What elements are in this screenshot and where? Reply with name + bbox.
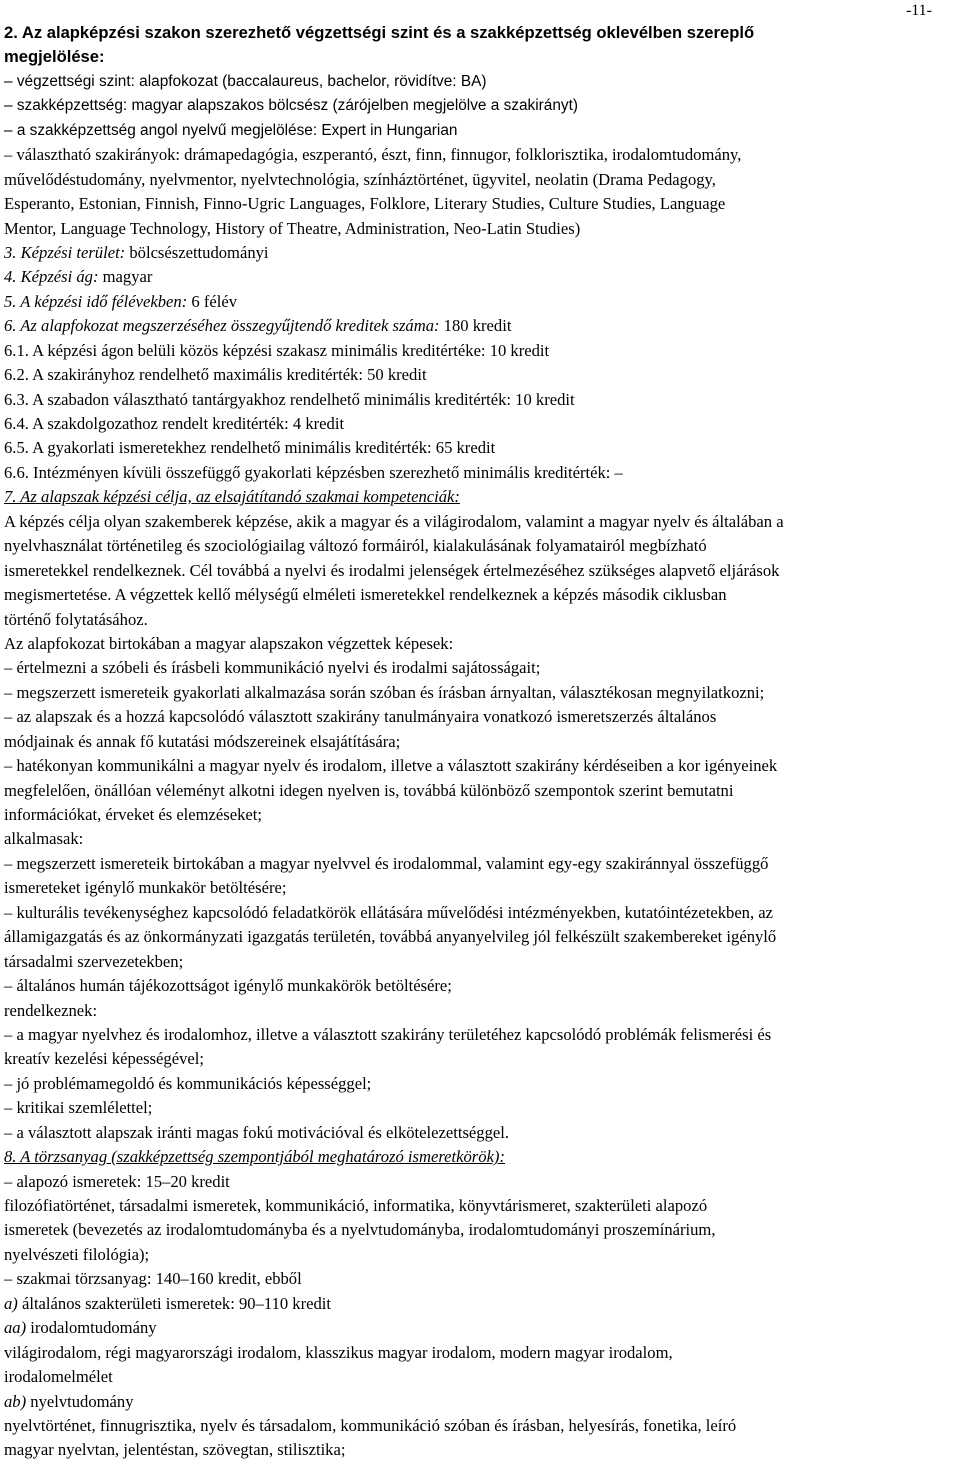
credit-item: 6.3. A szabadon választható tantárgyakhoz rendelhető minimális kreditérték: 10 kredit — [4, 389, 575, 409]
subsection-a — [4, 1292, 956, 1316]
section-2 — [4, 21, 956, 143]
list-item: – végzettségi szint: alapfokozat (baccalaureus, bachelor, rövidítve: BA) — [4, 72, 487, 90]
paragraph-line: információkat, érveket és elemzéseket; — [4, 805, 262, 824]
subsection-a-text: általános szakterületi ismeretek: 90–110 kredit — [17, 1293, 332, 1313]
paragraph-line: – értelmezni a szóbeli és írásbeli kommunikáció nyelvi és irodalmi sajátosságait; — [4, 658, 541, 678]
paragraph-line: magyar nyelvtan, jelentéstan, szövegtan, stilisztika; — [4, 1440, 346, 1460]
section-2-heading-line1: 2. Az alapképzési szakon szerezhető végzettségi szint és a szakképzettség oklevélben szereplő — [4, 23, 755, 42]
section-5-label: 5. A képzési idő félévekben: — [4, 291, 188, 311]
section-7-label: 7. Az alapszak képzési célja, az elsajátítandó szakmai kompetenciák: — [4, 487, 460, 507]
subsection-aa — [4, 1316, 956, 1340]
paragraph-line: – kritikai szemlélettel; — [4, 1098, 153, 1118]
subsection-ab — [4, 1390, 956, 1414]
subsection-ab-label: ab) — [4, 1391, 27, 1411]
section-4 — [4, 265, 956, 289]
section-2-heading-line2: megjelölése: — [4, 47, 105, 67]
credit-item: 6.4. A szakdolgozathoz rendelt kreditérték: 4 kredit — [4, 414, 345, 433]
paragraph-line: – megszerzett ismereteik gyakorlati alkalmazása során szóban és írásban árnyaltan, választékosan megnyilatkozni; — [4, 682, 765, 702]
paragraph-line: – kulturális tevékenységhez kapcsolódó feladatkörök ellátására művelődési intézményekben, kutatóintézetekben, az — [4, 902, 774, 922]
paragraph-line: megismertetése. A végzettek kellő mélységű elméleti ismeretekkel rendelkeznek a képzés második ciklusban — [4, 585, 727, 605]
section-5 — [4, 290, 956, 314]
paragraph-line: – általános humán tájékozottságot igénylő munkakörök betöltésére; — [4, 976, 452, 996]
credit-item: 6.5. A gyakorlati ismeretekhez rendelhető minimális kreditérték: 65 kredit — [4, 438, 496, 458]
subsection-ab-text: nyelvtudomány — [26, 1391, 134, 1411]
section-8-label: 8. A törzsanyag (szakképzettség szempontjából meghatározó ismeretkörök): — [4, 1147, 505, 1167]
section-4-label: 4. Képzési ág: — [4, 267, 99, 287]
section-8-heading — [4, 1145, 956, 1169]
paragraph-line: társadalmi szervezetekben; — [4, 951, 184, 971]
paragraph-line: nyelvtörténet, finnugrisztika, nyelv és társadalom, kommunikáció szóban és írásban, helyesírás, fonetika, leíró — [4, 1415, 737, 1435]
paragraph-line: – megszerzett ismereteik birtokában a magyar nyelvvel és irodalommal, valamint egy-egy szakiránnyal összefüggő — [4, 853, 769, 873]
credit-item: 6.1. A képzési ágon belüli közös képzési szakasz minimális kreditértéke: 10 kredit — [4, 340, 550, 360]
section-7-heading — [4, 485, 956, 509]
page-number: -11- — [905, 2, 932, 19]
paragraph-line: A képzés célja olyan szakemberek képzése, akik a magyar és a világirodalom, valamint a magyar nyelv és általában a — [4, 511, 784, 531]
paragraph-line: rendelkeznek: — [4, 1000, 98, 1020]
paragraph-line: irodalomelmélet — [4, 1367, 113, 1387]
paragraph-line: módjainak és annak fő kutatási módszereinek elsajátítására; — [4, 731, 401, 751]
szakiranyok — [4, 143, 956, 1463]
paragraph-line: – szakmai törzsanyag: 140–160 kredit, ebből — [4, 1269, 302, 1289]
subsection-a-label: a) — [4, 1293, 18, 1313]
paragraph-line: nyelvészeti filológia); — [4, 1244, 150, 1264]
paragraph-line: nyelvhasználat történetileg és szociológiailag változó formáiról, kialakulásának folyamatairól megbízható — [4, 536, 707, 556]
paragraph-line: – a magyar nyelvhez és irodalomhoz, illetve a választott szakirány területéhez kapcsolódó problémák felismerési és — [4, 1024, 772, 1044]
section-3 — [4, 241, 956, 265]
section-6-label: 6. Az alapfokozat megszerzéséhez összegyűjtendő kreditek száma: — [4, 316, 440, 336]
paragraph-line: – a választott alapszak iránti magas fokú motivációval és elkötelezettséggel. — [4, 1122, 509, 1142]
subsection-aa-label: aa) — [4, 1318, 27, 1338]
section-6-value: 180 kredit — [439, 316, 512, 336]
paragraph-line: filozófiatörténet, társadalmi ismeretek, kommunikáció, informatika, könyvtárismeret, szakterületi alapozó — [4, 1196, 708, 1215]
szakiranyok-line: művelődéstudomány, nyelvmentor, nyelvtechnológia, színháztörténet, ügyvitel, neolatin (Drama Pedagogy, — [4, 169, 716, 189]
paragraph-line: alkalmasak: — [4, 829, 84, 849]
paragraph-line: ismeretekkel rendelkeznek. Cél továbbá a nyelvi és irodalmi jelenségek értelmezéséhez szükséges alapvető eljárások — [4, 560, 780, 580]
szakiranyok-line: – választható szakirányok: drámapedagógia, eszperantó, észt, finn, finnugor, folklorisztika, irodalomtudomány, — [4, 145, 742, 165]
paragraph-line: világirodalom, régi magyarországi irodalom, klasszikus magyar irodalom, modern magyar irodalom, — [4, 1342, 673, 1362]
paragraph-line: ismereteket igénylő munkakör betöltésére; — [4, 878, 287, 898]
section-4-value: magyar — [98, 267, 153, 287]
list-item: – a szakképzettség angol nyelvű megjelölése: Expert in Hungarian — [4, 121, 458, 139]
paragraph-line: – az alapszak és a hozzá kapcsolódó választott szakirány tanulmányaira vonatkozó ismeretszerzés általános — [4, 707, 717, 727]
paragraph-line: – hatékonyan kommunikálni a magyar nyelv és irodalom, illetve a választott szakirány kérdéseiben a kor igényeinek — [4, 756, 778, 776]
section-5-value: 6 félév — [187, 291, 237, 311]
section-3-value: bölcsészettudományi — [125, 242, 269, 262]
szakiranyok-line: Mentor, Language Technology, History of Theatre, Administration, Neo-Latin Studies) — [4, 218, 581, 238]
list-item: – szakképzettség: magyar alapszakos bölcsész (zárójelben megjelölve a szakirányt) — [4, 97, 579, 115]
document-body — [4, 21, 956, 1463]
section-3-label: 3. Képzési terület: — [4, 242, 126, 262]
paragraph-line: kreatív kezelési képességével; — [4, 1049, 204, 1069]
section-6 — [4, 314, 956, 338]
szakiranyok-line: Esperanto, Estonian, Finnish, Finno-Ugric Languages, Folklore, Literary Studies, Culture Studies, Language — [4, 194, 726, 214]
paragraph-line: Az alapfokozat birtokában a magyar alapszakon végzettek képesek: — [4, 633, 454, 653]
paragraph-line: ismeretek (bevezetés az irodalomtudományba és a nyelvtudományba, irodalomtudományi proszemínárium, — [4, 1220, 716, 1240]
paragraph-line: megfelelően, önállóan véleményt alkotni idegen nyelven is, továbbá különböző szempontok szerint bemutatni — [4, 780, 734, 800]
subsection-aa-text: irodalomtudomány — [26, 1318, 157, 1338]
credit-item: 6.2. A szakirányhoz rendelhető maximális kreditérték: 50 kredit — [4, 365, 427, 385]
paragraph-line: történő folytatásához. — [4, 609, 148, 629]
paragraph-line: államigazgatás és az önkormányzati igazgatás területén, továbbá anyanyelvileg jól felkészült szakembereket igénylő — [4, 927, 777, 947]
paragraph-line: – jó problémamegoldó és kommunikációs képességgel; — [4, 1073, 372, 1093]
credit-item: 6.6. Intézményen kívüli összefüggő gyakorlati képzésben szerezhető minimális kreditérték: – — [4, 462, 623, 482]
paragraph-line: – alapozó ismeretek: 15–20 kredit — [4, 1171, 230, 1191]
